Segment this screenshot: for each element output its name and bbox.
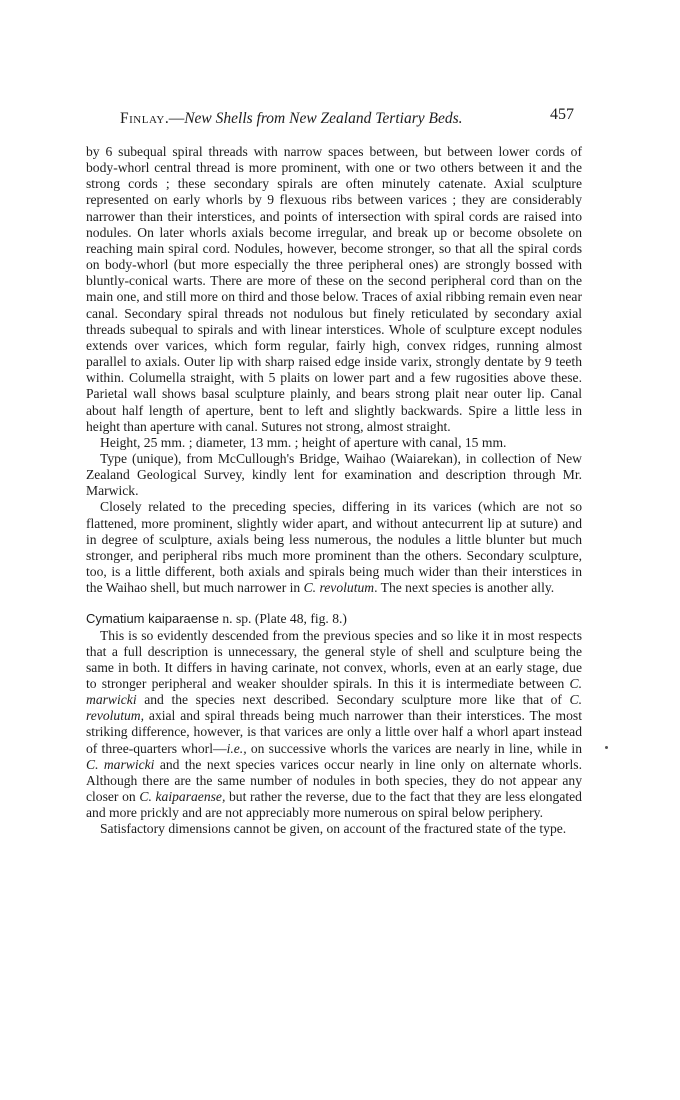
description-paragraph: by 6 subequal spiral threads with narrow spaces between, but between lower cords of body-whorl central thread is more prominent, with one or two others between it and the strong cords ; these secondary spirals are often minutely catenate. Axial sculpture represented on early whorls by 9 flexuous ribs between varices ; they are considerably narrower than their interstices, and points of intersection with spiral cords are raised into nodules. On later whorls axials become irregular, and break up or become obsolete on reaching main spiral cord. Nodules, however, become stronger, so that all the spiral cords on body-whorl (but more especially the three peripheral ones) are strongly bossed with bluntly-conical warts. There are more of these on the second peripheral cord than on the main one, and still more on third and those below. Traces of axial ribbing remain even near canal. Secondary spiral threads not nodulous but finely reticulated by secondary axial threads subequal to spirals and with linear interstices. Whole of sculpture except nodules extends over varices, which form regular, fairly high, convex ridges, running almost parallel to axials. Outer lip with sharp raised edge inside varix, strongly dentate by 9 teeth within. Columella straight, with 5 plaits on lower part and a few rugosities above these. Parietal wall shows basal sculpture plainly, and bears strong plait near outer lip. Canal about half length of aperture, bent to left and slightly backwards. Spire a little less in height than aperture with canal. Sutures not strong, almost straight.	[86, 144, 582, 434]
species-heading	[86, 611, 582, 627]
dimensions-note-paragraph: Satisfactory dimensions cannot be given, on account of the fractured state of the type.	[100, 821, 567, 837]
desc-text-a: This is so evidently descended from the previous species and so like it in most respects that a full description is unnecessary, the general style of shell and sculpture being the same in both. It differs in having carinate, not convex, whorls, even at an early stage, due to stronger peripheral and weaker shoulder spirals. In this it is intermediate between	[86, 627, 582, 691]
body-text	[86, 144, 582, 838]
page-number: 457	[550, 106, 574, 123]
species-ref-4: C. kaiparaense,	[139, 789, 226, 805]
species-name-ref: C. revolutum	[303, 580, 375, 596]
species-ref-3: C. marwicki	[86, 756, 155, 772]
running-header	[86, 106, 582, 136]
author-name: Finlay	[120, 110, 165, 127]
desc-text-c: axial and spiral threads being much narrower than their interstices. The most striking difference, however, is that varices are only a little over half a whorl apart instead of three-quarters whorl—	[86, 708, 582, 756]
comparison-text-a: Closely related to the preceding species, differing in its varices (which are not so flattened, more prominent, slightly wider apart, and without antecurrent lip at suture) and in degree of sculpture, axials being less numerous, the nodules a little blunter but much stronger, and peripheral ribs much more prominent than the others. Secondary sculpture, too, is a little different, both axials and spirals being much wider than their interstices in the Waihao shell, but much narrower in	[86, 499, 582, 596]
comparison-paragraph	[86, 499, 582, 596]
scan-speck	[605, 746, 608, 749]
desc-text-d: on successive whorls the varices are nearly in line, while in	[246, 740, 582, 756]
dimensions-paragraph: Height, 25 mm. ; diameter, 13 mm. ; height of aperture with canal, 15 mm.	[100, 434, 507, 450]
title-separator: .—	[164, 110, 185, 127]
species-heading-name: Cymatium kaiparaense	[86, 611, 219, 627]
species-heading-rest: n. sp. (Plate 48, fig. 8.)	[218, 611, 347, 627]
species-ref-2: C. revolutum,	[86, 692, 582, 724]
desc-text-b: and the species next described. Secondary sculpture more like that of	[136, 692, 570, 708]
journal-article-title: New Shells from New Zealand Tertiary Beds.	[184, 110, 463, 127]
desc-text-e: and the next species varices occur nearly in line only on alternate whorls. Although there are the same number of nodules in both species, they do not appear any closer on	[86, 756, 582, 805]
comparison-text-b: . The next species is another ally.	[374, 580, 555, 596]
desc-text-f: but rather the reverse, due to the fact that they are less elongated and more prickly and are not appreciably more numerous on spiral below periphery.	[86, 789, 582, 821]
running-head	[120, 110, 463, 128]
species-description-paragraph	[86, 628, 582, 822]
page	[86, 106, 582, 838]
abbrev-ie: i.e.,	[226, 740, 247, 756]
species-ref-1: C. marwicki	[86, 676, 582, 708]
type-locality-paragraph: Type (unique), from McCullough's Bridge, Waihao (Waiarekan), in collection of New Zealand Geological Survey, kindly lent for examination and description through Mr. Marwick.	[86, 450, 582, 499]
